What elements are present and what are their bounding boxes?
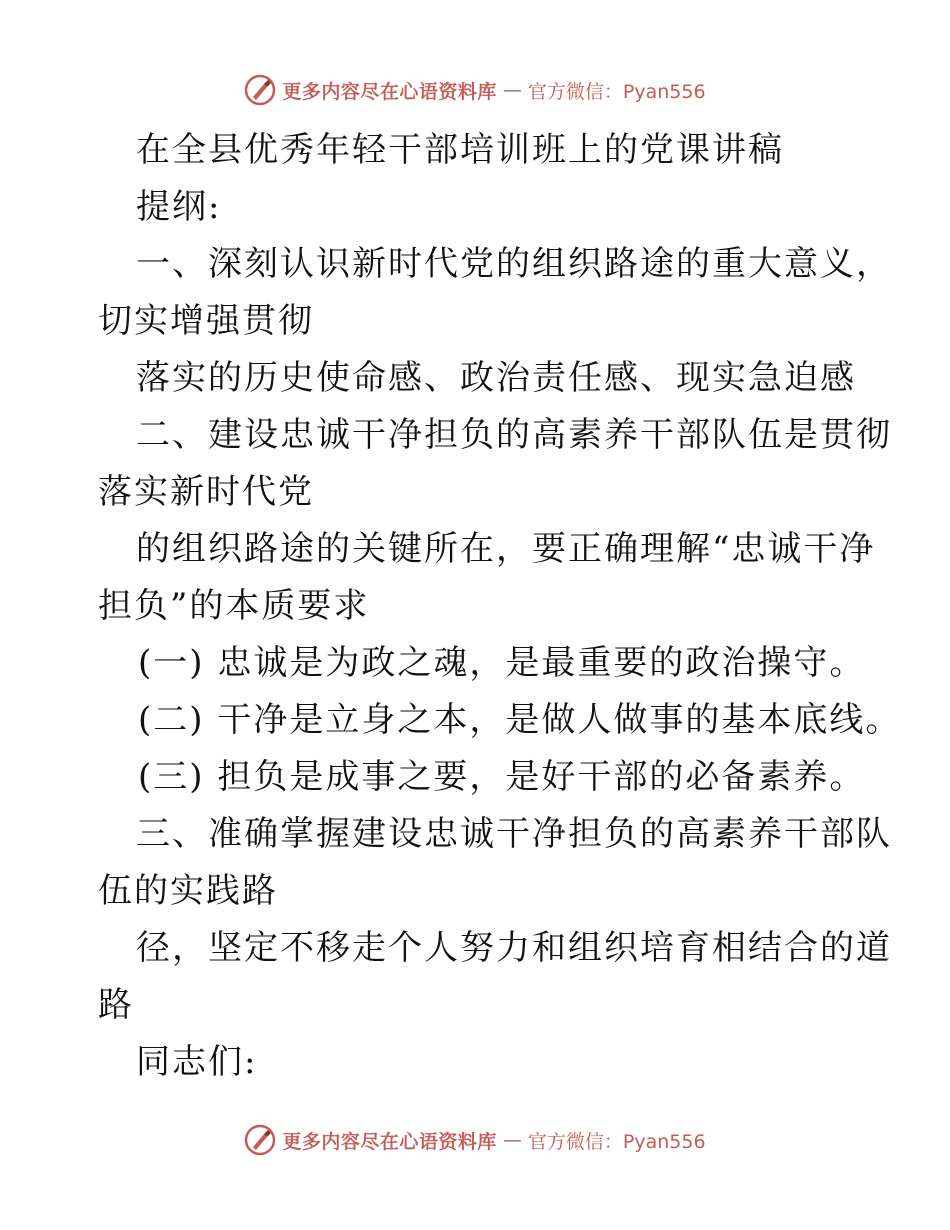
outline-item-1-cont: 切实增强贯彻 [98, 301, 314, 341]
watermark-sub-text: 官方微信：Pyan556 [527, 80, 706, 103]
outline-subitem-3: (三) 担负是成事之要，是好干部的必备素养。 [138, 757, 866, 797]
outline-item-2-cont3: 担负”的本质要求 [98, 586, 370, 626]
outline-item-1-cont2: 落实的历史使命感、政治责任感、现实急迫感 [136, 358, 856, 398]
watermark-sub-text: 官方微信：Pyan556 [527, 1130, 706, 1153]
outline-heading: 提纲: [136, 187, 222, 227]
outline-item-3-cont: 伍的实践路 [98, 871, 278, 911]
watermark-dash: — [502, 1129, 522, 1151]
document-body [98, 122, 902, 1091]
watermark-header [0, 70, 950, 110]
watermark-main-text: 更多内容尽在心语资料库 [282, 80, 497, 103]
watermark-dash: — [502, 79, 522, 101]
outline-item-3-cont2: 径，坚定不移走个人努力和组织培育相结合的道 [136, 928, 892, 968]
watermark-main-text: 更多内容尽在心语资料库 [282, 1130, 497, 1153]
watermark-footer [0, 1120, 950, 1160]
document-title: 在全县优秀年轻干部培训班上的党课讲稿 [136, 130, 784, 170]
outline-item-3: 三、准确掌握建设忠诚干净担负的高素养干部队 [136, 814, 892, 854]
outline-item-1: 一、深刻认识新时代党的组织路途的重大意义， [136, 244, 892, 284]
outline-subitem-2: (二) 干净是立身之本，是做人做事的基本底线。 [138, 700, 902, 740]
outline-item-2-cont2: 的组织路途的关键所在，要正确理解“忠诚干净 [136, 529, 876, 569]
salutation: 同志们: [136, 1042, 258, 1082]
outline-item-3-cont3: 路 [98, 985, 134, 1025]
outline-item-2-cont: 落实新时代党 [98, 472, 314, 512]
pen-logo-icon [244, 1124, 276, 1156]
outline-item-2: 二、建设忠诚干净担负的高素养干部队伍是贯彻 [136, 415, 892, 455]
outline-subitem-1: (一) 忠诚是为政之魂，是最重要的政治操守。 [138, 643, 866, 683]
pen-logo-icon [244, 74, 276, 106]
